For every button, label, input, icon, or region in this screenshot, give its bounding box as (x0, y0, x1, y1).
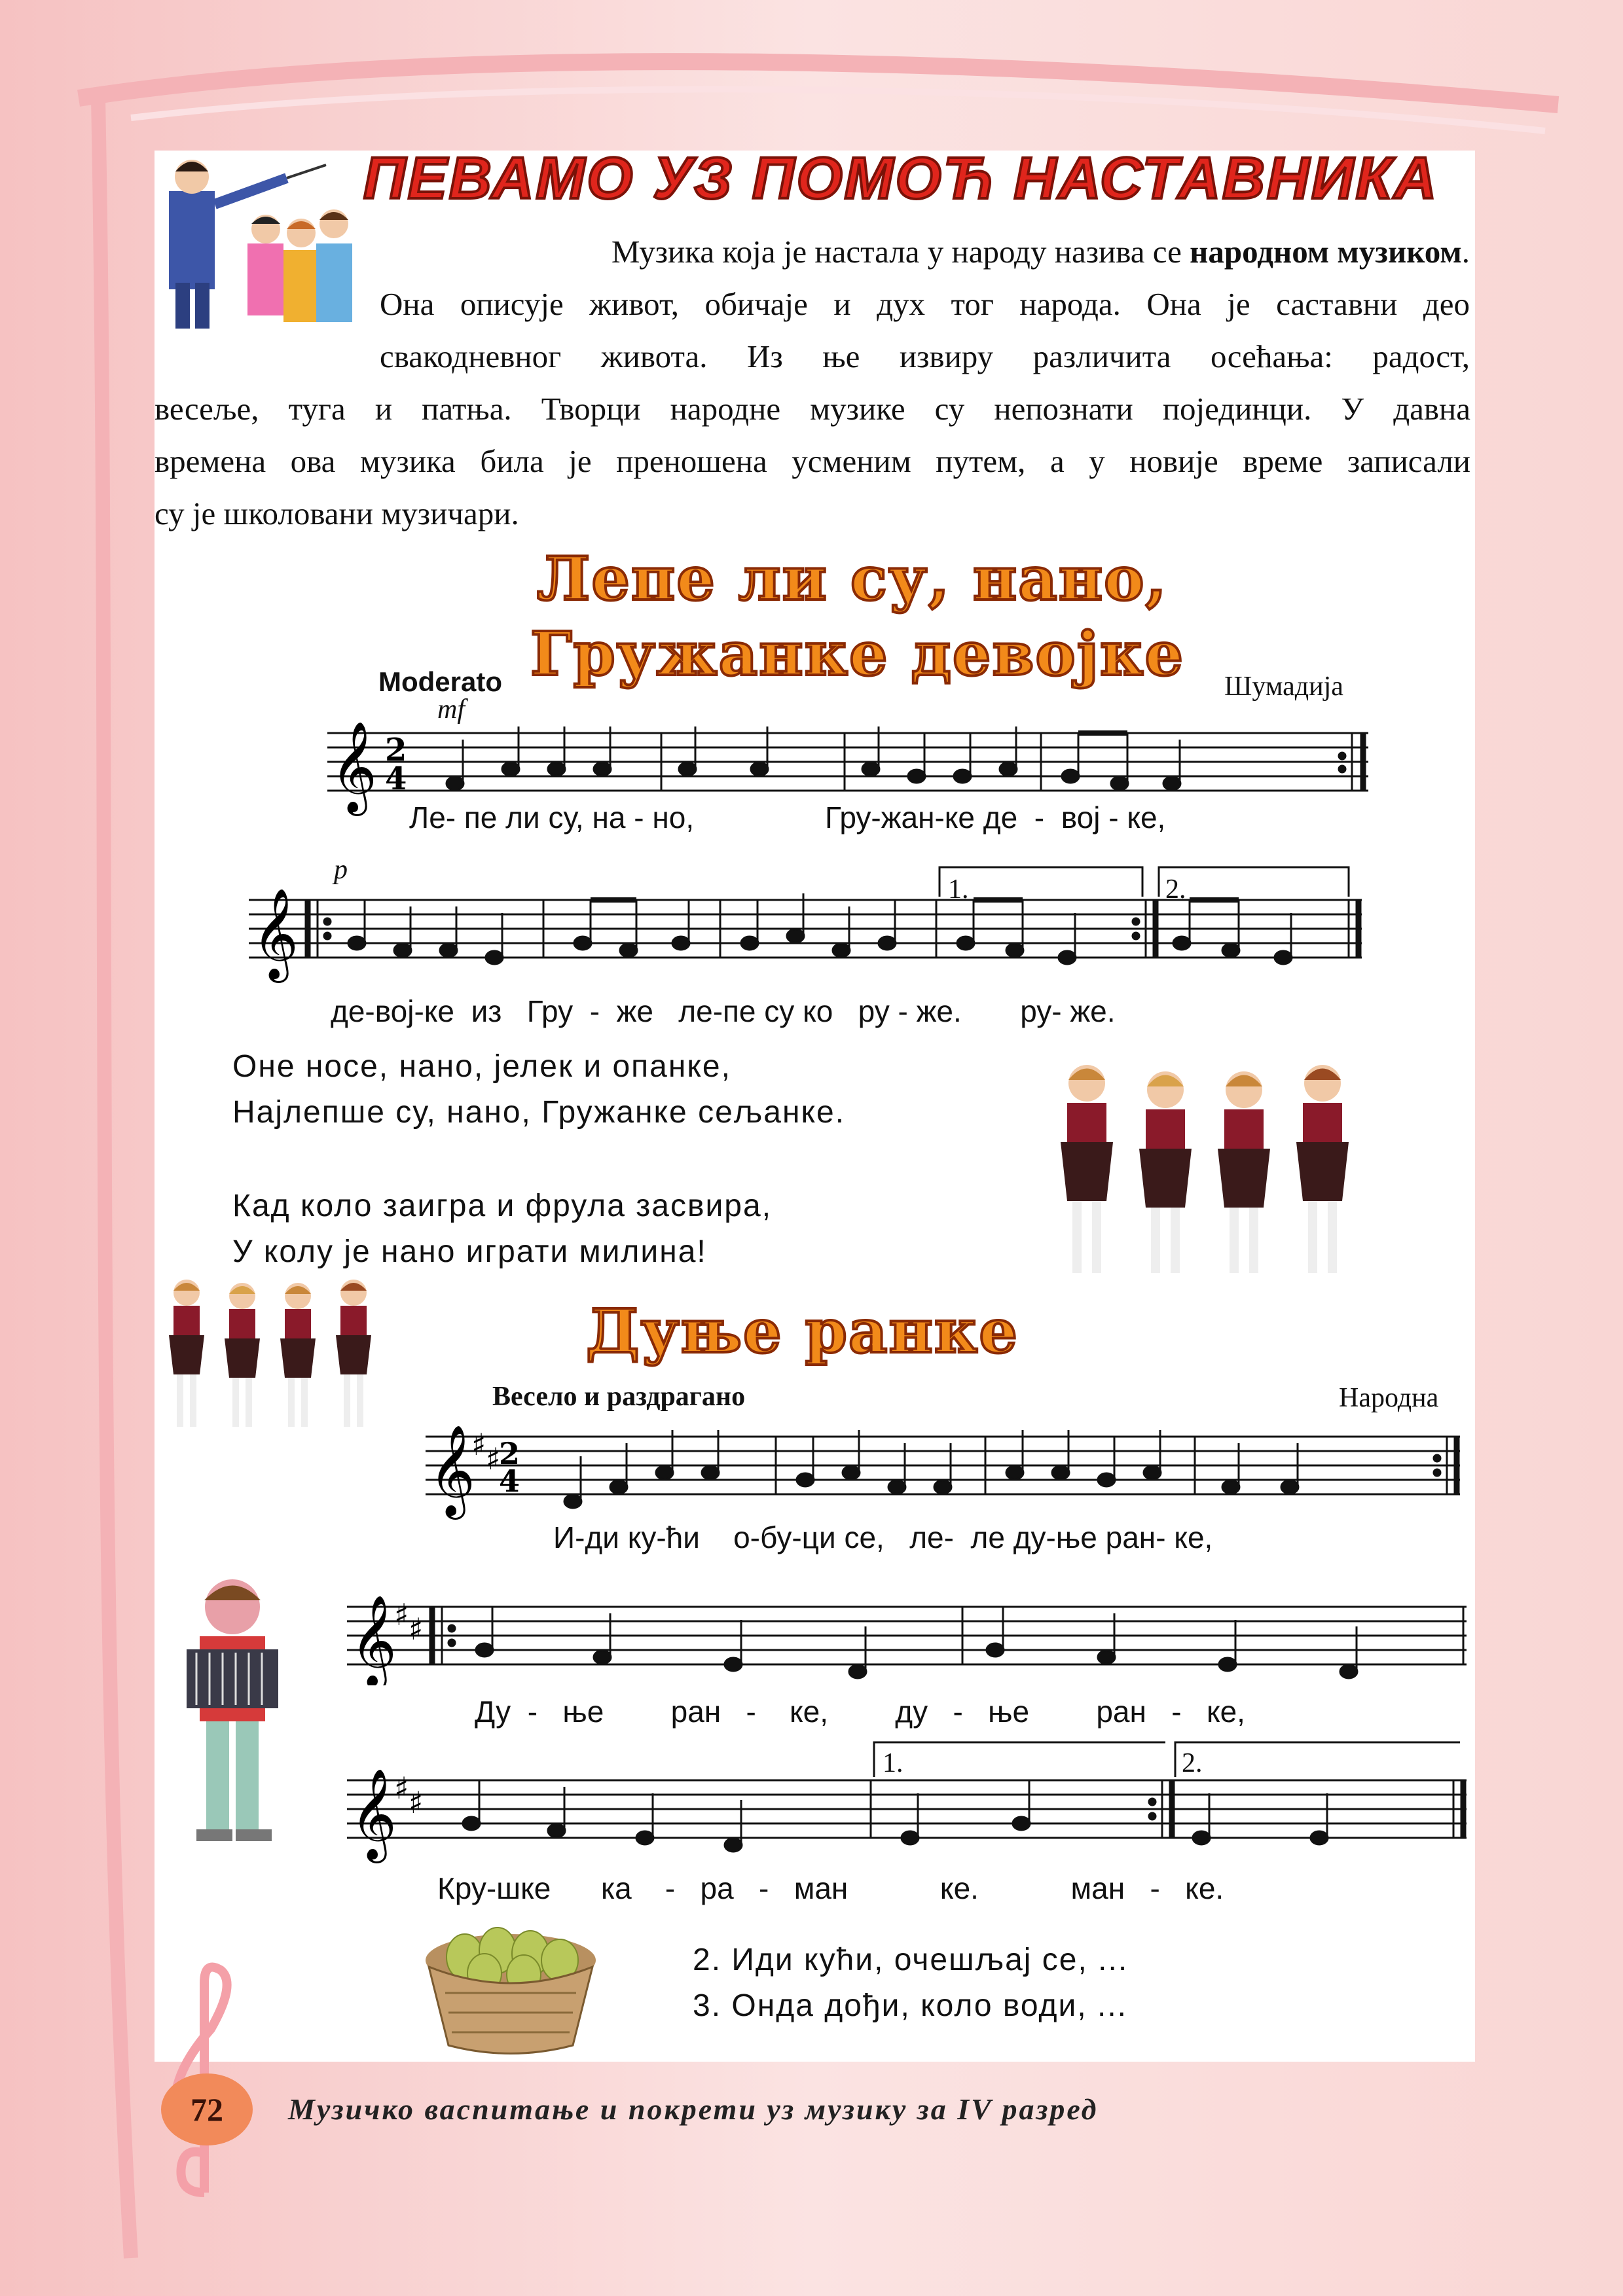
song2-title: Дуње ранке (586, 1296, 1019, 1367)
svg-text:♯: ♯ (409, 1785, 424, 1820)
song1-ending-2: 2. (1165, 874, 1186, 905)
svg-text:4: 4 (499, 1463, 520, 1499)
song2-staff-2 (340, 1581, 1473, 1685)
small-dancing-girls-illustration (157, 1276, 393, 1446)
time-signature: 2 (385, 732, 407, 768)
svg-text:𝄞: 𝄞 (350, 1595, 397, 1685)
song1-verse-4: У колу је нано играти милина! (232, 1234, 707, 1269)
book-title: Музичко васпитање и покрети уз музику за IV разред (288, 2092, 1099, 2126)
song1-verse-2: Најлепше су, нано, Гружанке сељанке. (232, 1095, 846, 1130)
svg-text:4: 4 (385, 761, 407, 797)
svg-text:𝄞: 𝄞 (429, 1425, 475, 1516)
song1-lyrics-1-a: Ле- пе ли су, на - но, (409, 800, 695, 834)
song1-title-line1: Лепе ли су, нано, (537, 543, 1168, 614)
svg-text:♯: ♯ (394, 1770, 409, 1806)
song2-staff-1 (419, 1417, 1467, 1522)
dancing-girls-illustration (1041, 1057, 1375, 1299)
svg-text:♯: ♯ (394, 1597, 409, 1632)
accordion-boy-illustration (164, 1571, 301, 1846)
svg-text:2: 2 (499, 1436, 520, 1471)
song1-dynamic-mf: mf (437, 694, 465, 725)
svg-text:𝄞: 𝄞 (252, 888, 299, 979)
page-number: 72 (161, 2073, 253, 2145)
song1-tempo: Moderato (378, 666, 502, 697)
svg-text:♯: ♯ (409, 1611, 424, 1647)
intro-line-5: времена ова музика била је преношена усменим путем, а у новије време записали (155, 443, 1470, 479)
staff-lines (327, 733, 1368, 791)
song2-origin: Народна (1339, 1383, 1439, 1413)
song1-verse-3: Кад коло заигра и фрула засвира, (232, 1189, 773, 1223)
song2-lyrics-1: И-ди ку-ћи о-бу-ци се, ле- ле ду-ње ран- ке, (553, 1520, 1213, 1554)
song1-origin: Шумадија (1224, 672, 1343, 702)
song2-verse-2: 2. Иди кући, очешљај се, ... (693, 1943, 1129, 1977)
song1-ending-1: 1. (948, 874, 969, 905)
song2-tempo: Весело и раздрагано (492, 1382, 746, 1412)
song1-lyrics-1-b: Гру-жан-ке де - воj - ке, (825, 800, 1166, 834)
intro-line-2: Она описује живот, обичаје и дух тог народа. Она је саставни део (380, 286, 1470, 322)
svg-text:𝄞: 𝄞 (350, 1768, 397, 1859)
song2-lyrics-3: Кру-шке ка - ра - ман ке. ман - ке. (437, 1871, 1224, 1905)
song1-lyrics-2: де-вој-ке из Гру - же ле-пе су ко ру - же. ру- же. (331, 994, 1116, 1028)
intro-line-3: свакодневног живота. Из ње извиру различита осећања: радост, (380, 338, 1470, 374)
intro-line-1: Музика која је настала у народу назива се народном музиком. (611, 234, 1470, 270)
song2-lyrics-2: Ду - ње ран - ке, ду - ње ран - ке, (475, 1695, 1245, 1729)
song2-ending-2: 2. (1182, 1748, 1203, 1778)
key-signature-sharp: ♯ (471, 1427, 486, 1462)
pear-basket-illustration (419, 1921, 602, 2058)
song2-staff-3 (340, 1734, 1473, 1865)
treble-clef-icon: 𝄞 (331, 721, 377, 812)
song2-ending-1: 1. (883, 1748, 903, 1778)
intro-line-6: су је школовани музичари. (155, 495, 519, 531)
svg-text:♯: ♯ (486, 1441, 501, 1477)
song1-staff-2 (242, 861, 1368, 992)
song1-dynamic-p: p (334, 855, 348, 885)
conductor-illustration (156, 152, 365, 335)
intro-line-4: весеље, туга и патња. Творци народне музике су непознати појединци. У давна (155, 391, 1470, 427)
notes (447, 726, 1363, 791)
song1-title-line2: Гружанке девојке (530, 619, 1184, 689)
song2-verse-3: 3. Онда дођи, коло води, ... (693, 1988, 1127, 2023)
song1-verse-1: Оне носе, нано, јелек и опанке, (232, 1049, 731, 1084)
page-title: ПЕВАМО УЗ ПОМОЋ НАСТАВНИКА (363, 146, 1439, 211)
